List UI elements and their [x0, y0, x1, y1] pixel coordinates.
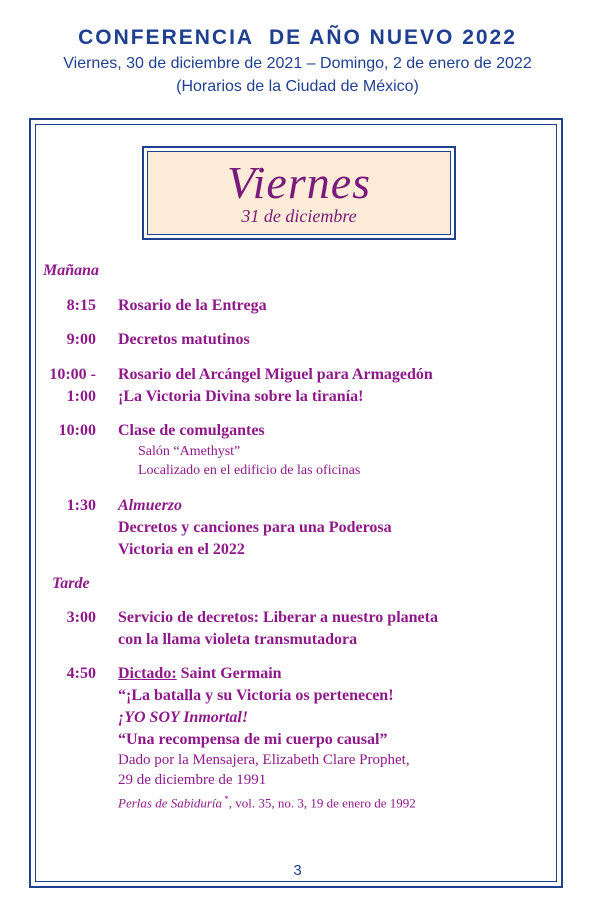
conference-dates: Viernes, 30 de diciembre de 2021 – Domingo, 2 de enero de 2022 [63, 55, 532, 72]
event-title: Clase de comulgantes [118, 422, 265, 439]
event-time: 8:15 [66, 297, 96, 314]
event-detail: Decretos y canciones para una Poderosa [118, 519, 392, 536]
dictation-quote: “¡La batalla y su Victoria os pertenecen! [118, 687, 394, 704]
day-date: 31 de diciembre [241, 206, 357, 226]
source-citation [118, 794, 416, 811]
event-time: 4:50 [66, 665, 96, 682]
dictation-date: 29 de diciembre de 1991 [118, 772, 267, 788]
event-detail: Victoria en el 2022 [118, 541, 245, 558]
event-title: Servicio de decretos: Liberar a nuestro planeta [118, 609, 438, 626]
event-location: Salón “Amethyst” [138, 444, 241, 459]
event-title: Rosario de la Entrega [118, 297, 267, 314]
timezone-note: (Horarios de la Ciudad de México) [176, 78, 419, 95]
event-title: Rosario del Arcángel Miguel para Armagedón [118, 366, 433, 383]
event-time: 9:00 [66, 331, 96, 348]
dictation-label: Dictado: [118, 665, 177, 682]
event-time: 3:00 [66, 609, 96, 626]
event-time: 10:00 [58, 422, 96, 439]
day-name: Viernes [226, 157, 372, 208]
source-mark: * [222, 794, 229, 804]
dictation-speaker: Saint Germain [176, 665, 282, 682]
event-title: Decretos matutinos [118, 331, 250, 348]
event-time: 1:30 [66, 497, 96, 514]
dictation-given-by: Dado por la Mensajera, Elizabeth Clare Prophet, [118, 752, 410, 768]
event-time: 10:00 - [49, 366, 96, 383]
dictation-quote: ¡YO SOY Inmortal! [118, 709, 249, 726]
event-title-line2: ¡La Victoria Divina sobre la tiranía! [118, 388, 364, 405]
event-time-end: 1:00 [66, 388, 96, 405]
event-title-line2: con la llama violeta transmutadora [118, 631, 358, 648]
source-title: Perlas de Sabiduría [118, 795, 222, 811]
day-heading-box [142, 146, 456, 240]
event-title: Almuerzo [118, 497, 183, 514]
section-morning: Mañana [43, 262, 100, 279]
dictation-line [118, 665, 282, 683]
page-number: 3 [293, 862, 302, 879]
conference-title: CONFERENCIA DE AÑO NUEVO 2022 [78, 26, 517, 49]
section-afternoon: Tarde [52, 575, 90, 592]
dictation-quote: “Una recompensa de mi cuerpo causal” [118, 731, 388, 748]
event-location-note: Localizado en el edificio de las oficinas [138, 463, 361, 478]
source-details: , vol. 35, no. 3, 19 de enero de 1992 [228, 795, 416, 811]
